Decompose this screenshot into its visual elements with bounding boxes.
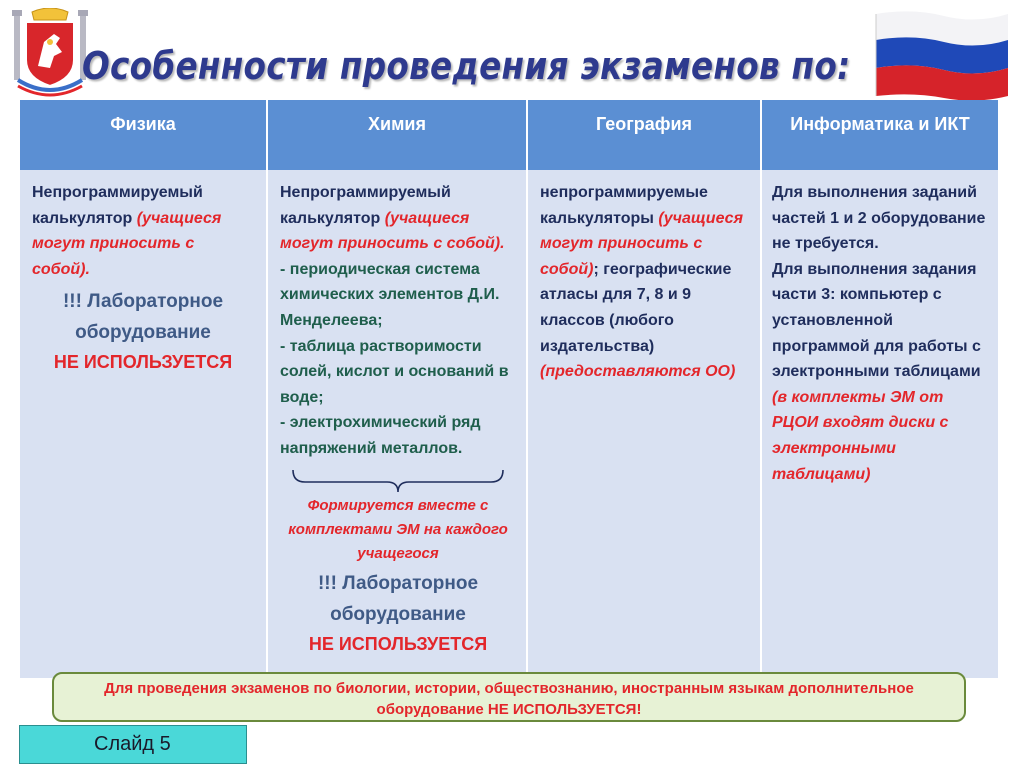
chemistry-item-periodic: - периодическая система химических элементов Д.И. Менделеева; bbox=[280, 260, 500, 329]
table-body bbox=[20, 170, 998, 678]
physics-calc-text: Непрограммируемый калькулятор bbox=[32, 184, 203, 227]
cell-physics bbox=[20, 170, 268, 678]
page-title: Особенности проведения экзаменов по: bbox=[82, 44, 851, 88]
chemistry-lab: !!! Лабораторное оборудование bbox=[317, 572, 479, 625]
geography-calc-note: (учащиеся могут приносить с собой) bbox=[540, 209, 743, 278]
crimea-emblem-icon bbox=[10, 8, 90, 98]
informatics-parts12: Для выполнения заданий частей 1 и 2 оборудование не требуется. bbox=[772, 184, 986, 253]
header-physics: Физика bbox=[20, 100, 268, 170]
chemistry-formed-note: Формируется вместе с комплектами ЭМ на каждого учащегося bbox=[288, 496, 508, 562]
chemistry-item-electrochemical: - электрохимический ряд напряжений металлов. bbox=[280, 414, 481, 457]
chemistry-calc-note: (учащиеся могут приносить с собой). bbox=[280, 209, 505, 253]
header-geography: География bbox=[528, 100, 762, 170]
geography-calc bbox=[540, 180, 750, 385]
geography-semicolon: ; bbox=[593, 260, 599, 278]
header-chemistry: Химия bbox=[268, 100, 528, 170]
chemistry-item-solubility: - таблица растворимости солей, кислот и оснований в воде; bbox=[280, 337, 509, 406]
cell-informatics bbox=[762, 170, 998, 678]
geography-provided-note: (предоставляются ОО) bbox=[540, 363, 736, 381]
chemistry-calc-text: Непрограммируемый калькулятор bbox=[280, 184, 451, 227]
chemistry-not-used: НЕ ИСПОЛЬЗУЕТСЯ bbox=[308, 633, 488, 654]
cell-chemistry bbox=[268, 170, 528, 678]
curly-brace-icon bbox=[291, 468, 505, 494]
informatics-part3: Для выполнения задания части 3: компьютер с установленной программой для работы с электронными таблицами bbox=[772, 260, 981, 381]
informatics-disks-note: (в комплекты ЭМ от РЦОИ входят диски с электронными таблицами) bbox=[772, 388, 949, 483]
exam-table bbox=[20, 100, 998, 678]
cell-geography bbox=[528, 170, 762, 678]
chemistry-calc bbox=[280, 180, 516, 257]
header-informatics: Информатика и ИКТ bbox=[762, 100, 998, 170]
russian-flag-icon bbox=[872, 8, 1012, 100]
physics-lab: !!! Лабораторное оборудование bbox=[62, 291, 224, 344]
bottom-note: Для проведения экзаменов по биологии, истории, обществознанию, иностранным языкам дополнительное оборудование НЕ ИСПОЛЬЗУЕТСЯ! bbox=[52, 672, 966, 722]
physics-calc-note: (учащиеся могут приносить с собой). bbox=[32, 209, 222, 278]
table-header bbox=[20, 100, 998, 170]
geography-atlases: географические атласы для 7, 8 и 9 классов (любого издательства) bbox=[540, 260, 732, 355]
physics-not-used: НЕ ИСПОЛЬЗУЕТСЯ bbox=[53, 352, 233, 373]
slide-label: Слайд 5 bbox=[19, 725, 247, 764]
geography-calc-text: непрограммируемые калькуляторы bbox=[540, 184, 708, 227]
physics-calc bbox=[30, 180, 256, 282]
